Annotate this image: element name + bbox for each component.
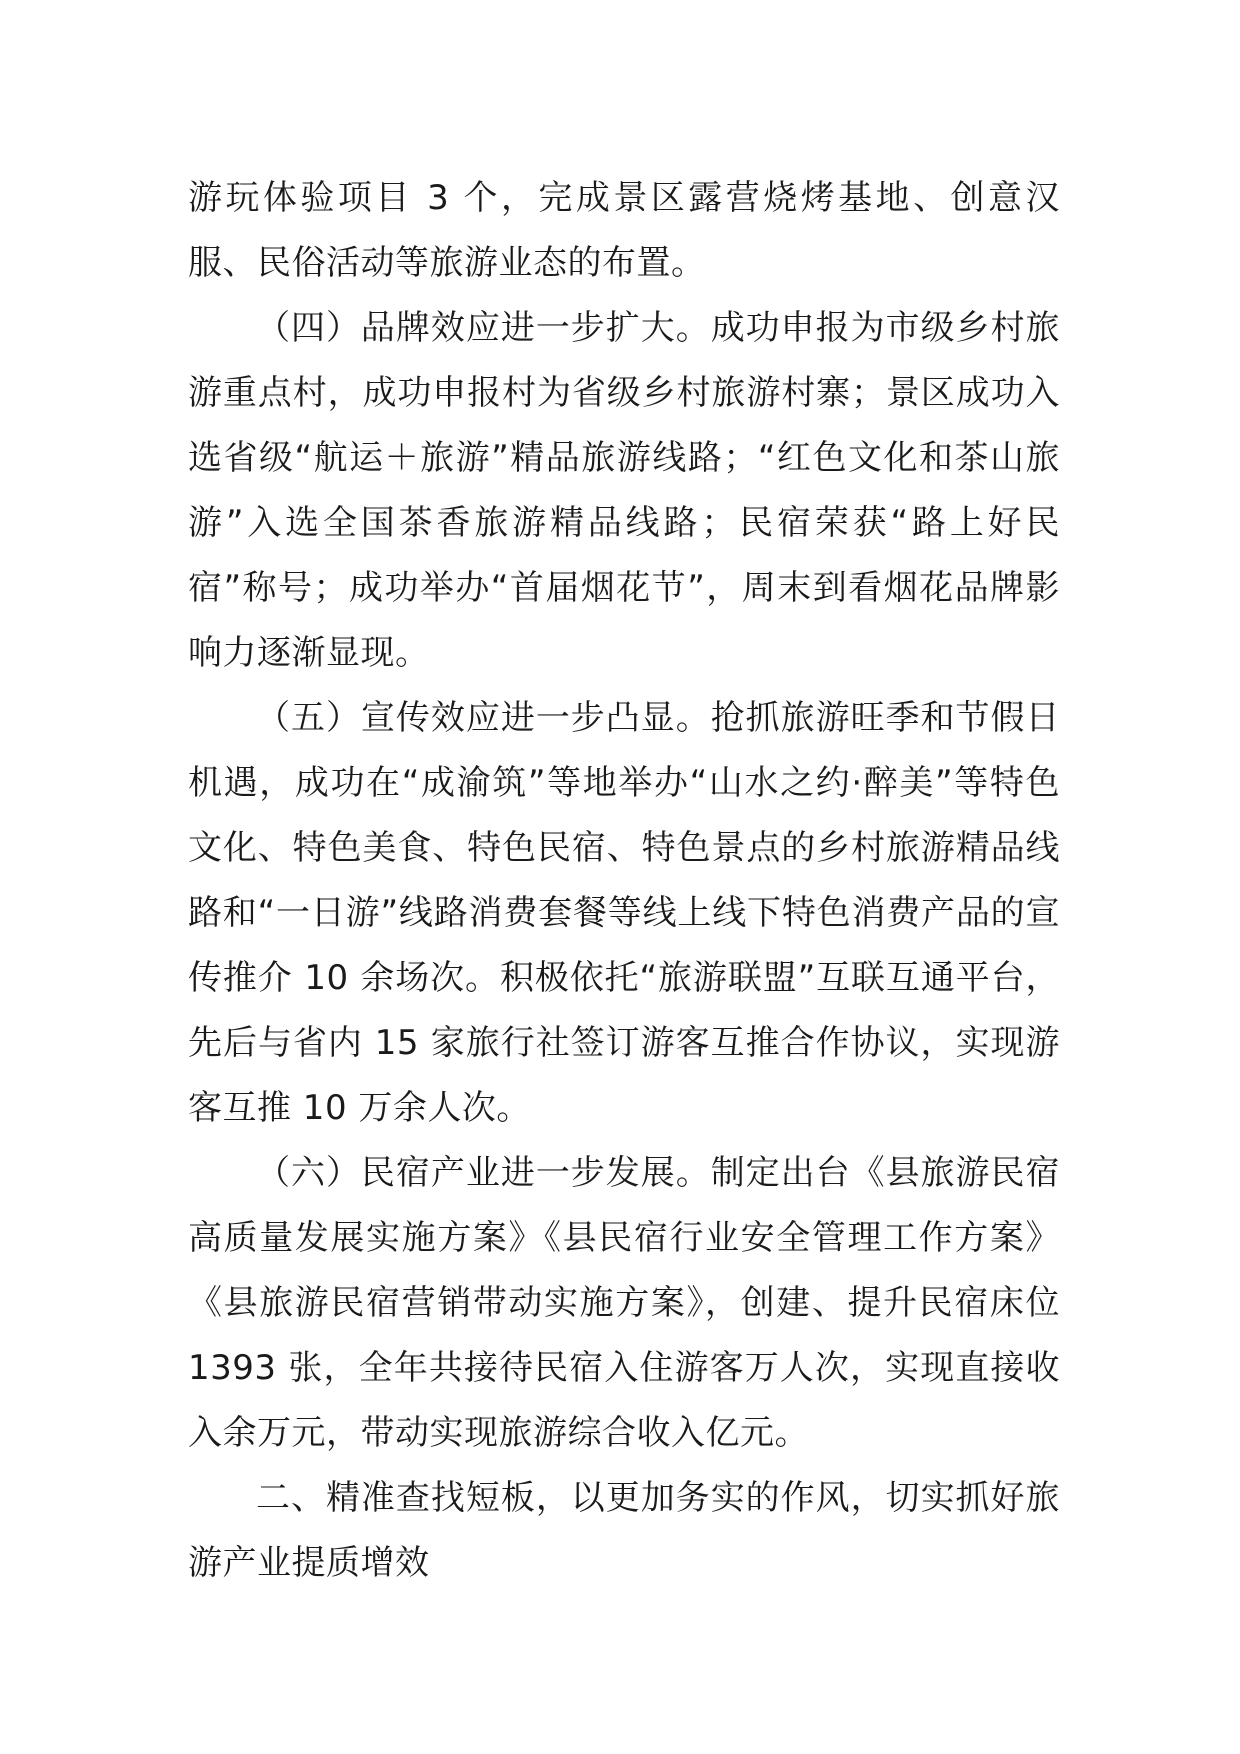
section-heading-shortcomings: 二、精准查找短板，以更加务实的作风，切实抓好旅游产业提质增效 <box>188 1478 1060 1583</box>
paragraph-continuation: 游玩体验项目 3 个，完成景区露营烧烤基地、创意汉服、民俗活动等旅游业态的布置。 <box>188 178 1060 283</box>
paragraph-publicity-effect: （五）宣传效应进一步凸显。抢抓旅游旺季和节假日机遇，成功在“成渝筑”等地举办“山水之约·醉美”等特色文化、特色美食、特色民宿、特色景点的乡村旅游精品线路和“一日游”线路消费套餐等线上线下特色消费产品的宣传推介 10 余场次。积极依托“旅游联盟”互联互通平台，先后与省内 15 家旅行社签订游客互推合作协议，实现游客互推 10 万余人次。 <box>188 698 1060 1128</box>
paragraph-brand-effect: （四）品牌效应进一步扩大。成功申报为市级乡村旅游重点村，成功申报村为省级乡村旅游村寨；景区成功入选省级“航运＋旅游”精品旅游线路；“红色文化和茶山旅游”入选全国茶香旅游精品线路；民宿荣获“路上好民宿”称号；成功举办“首届烟花节”，周末到看烟花品牌影响力逐渐显现。 <box>188 308 1060 673</box>
document-body <box>188 166 1060 1596</box>
paragraph-homestay-industry: （六）民宿产业进一步发展。制定出台《县旅游民宿高质量发展实施方案》《县民宿行业安全管理工作方案》《县旅游民宿营销带动实施方案》，创建、提升民宿床位 1393 张，全年共接待民宿入住游客万人次，实现直接收入余万元，带动实现旅游综合收入亿元。 <box>188 1153 1060 1453</box>
